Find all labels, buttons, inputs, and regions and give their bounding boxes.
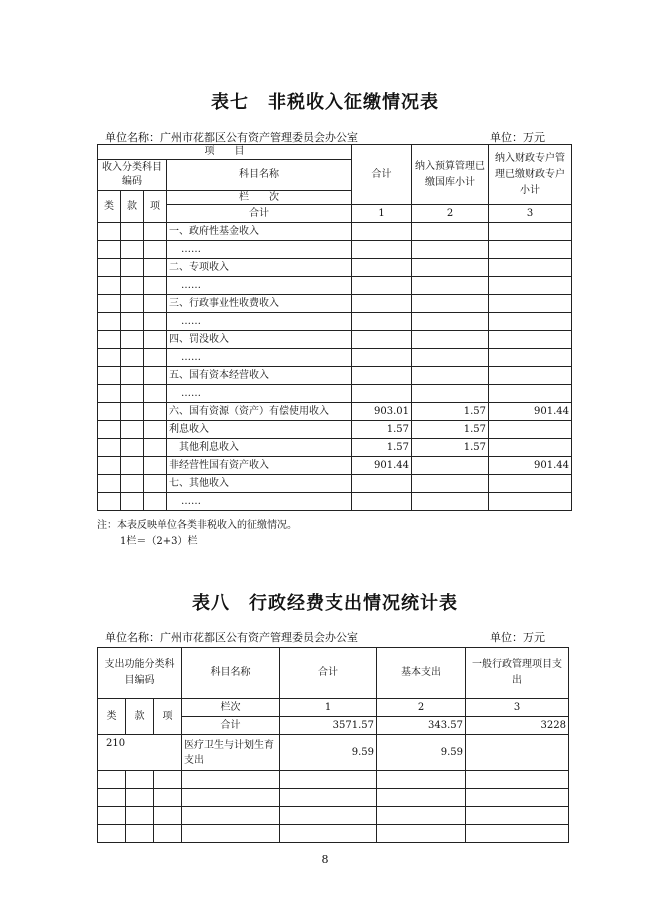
table7-row-v2 <box>412 493 489 511</box>
table7-row-name: …… <box>167 385 352 403</box>
table7-header-col3: 纳入财政专户管理已缴财政专户小计 <box>489 145 572 205</box>
table7-code-cell <box>121 493 144 511</box>
table7-row-name: 六、国有资源（资产）有偿使用收入 <box>167 403 352 421</box>
table7-code-cell <box>121 385 144 403</box>
table7-row-name: 非经营性国有资产收入 <box>167 457 352 475</box>
table8-unit: 单位：万元 <box>490 631 545 644</box>
table7-row-v1: 903.01 <box>352 403 412 421</box>
table7-row-name: 七、其他收入 <box>167 475 352 493</box>
table8-header-total: 合计 <box>280 648 377 699</box>
table7-row-name: 四、罚没收入 <box>167 331 352 349</box>
table7-row-v3 <box>489 331 572 349</box>
table7-n2: 2 <box>412 205 489 223</box>
table8-row-v1: 9.59 <box>280 735 377 771</box>
table7-row-v3 <box>489 313 572 331</box>
table7-row <box>98 457 572 475</box>
table7-row <box>98 403 572 421</box>
table8-empty-row <box>98 825 569 843</box>
table7-code-cell <box>98 277 121 295</box>
table7-note-formula: 1栏＝（2+3）栏 <box>120 536 198 547</box>
table7-code-cell <box>98 259 121 277</box>
table7-row-v1 <box>352 475 412 493</box>
table7-row-v3 <box>489 349 572 367</box>
table8-total-v2: 343.57 <box>377 717 466 735</box>
table7-row-v1 <box>352 295 412 313</box>
table7-code-cell <box>98 439 121 457</box>
table8 <box>97 647 569 843</box>
table7-row-v1: 1.57 <box>352 421 412 439</box>
table7-code-cell <box>121 475 144 493</box>
table7-row-name: …… <box>167 241 352 259</box>
table7-row <box>98 421 572 439</box>
table7-row <box>98 223 572 241</box>
table8-empty-row <box>98 789 569 807</box>
table7-code-cell <box>144 223 167 241</box>
table7-code-cell <box>144 349 167 367</box>
table7-row-v2 <box>412 385 489 403</box>
table7-row-v2: 1.57 <box>412 403 489 421</box>
table7-row-v1 <box>352 241 412 259</box>
table7-row-v3 <box>489 421 572 439</box>
table7-row-v1 <box>352 259 412 277</box>
table7-header-subject: 科目名称 <box>167 160 352 191</box>
table7-code-cell <box>121 313 144 331</box>
table7-total-label: 合计 <box>167 205 352 223</box>
table7-header-lanci: 栏 次 <box>167 191 352 205</box>
table8-row-name: 医疗卫生与计划生育支出 <box>182 735 280 771</box>
table7-code-cell <box>98 223 121 241</box>
table7 <box>97 144 572 511</box>
table8-header-lanci: 栏次 <box>182 699 280 717</box>
table7-code-cell <box>121 349 144 367</box>
table7-unit: 单位：万元 <box>490 131 545 144</box>
table7-row-v3 <box>489 295 572 313</box>
table7-row <box>98 331 572 349</box>
table7-row-v1: 1.57 <box>352 439 412 457</box>
table7-code-cell <box>121 457 144 475</box>
table7-row <box>98 385 572 403</box>
table8-n2: 2 <box>377 699 466 717</box>
table7-code-cell <box>121 223 144 241</box>
table8-header-class-code: 支出功能分类科目编码 <box>98 648 182 699</box>
table7-row-v2 <box>412 259 489 277</box>
table7-row-v3: 901.44 <box>489 457 572 475</box>
table7-code-cell <box>98 403 121 421</box>
table7-row-v1 <box>352 313 412 331</box>
table7-code-cell <box>121 331 144 349</box>
table7-code-cell <box>144 313 167 331</box>
table7-row-name: 利息收入 <box>167 421 352 439</box>
table7-code-cell <box>121 259 144 277</box>
table7-row-v3 <box>489 223 572 241</box>
table7-row <box>98 259 572 277</box>
table7-row-v3 <box>489 367 572 385</box>
table7-code-cell <box>144 331 167 349</box>
table7-title: 表七 非税收入征缴情况表 <box>211 92 439 113</box>
table7-code-cell <box>98 295 121 313</box>
table8-data-row <box>98 735 569 771</box>
table7-row-v2 <box>412 313 489 331</box>
table7-note: 注：本表反映单位各类非税收入的征缴情况。 <box>97 520 297 531</box>
table7-row-v3 <box>489 385 572 403</box>
table7-row-v1 <box>352 493 412 511</box>
table7-row-v3 <box>489 439 572 457</box>
table7-code-cell <box>144 403 167 421</box>
table7-row-v1 <box>352 331 412 349</box>
table7-header-col2: 纳入预算管理已缴国库小计 <box>412 145 489 205</box>
table7-row-name: 三、行政事业性收费收入 <box>167 295 352 313</box>
table7-row-name: 一、政府性基金收入 <box>167 223 352 241</box>
table7-row-v2 <box>412 349 489 367</box>
table7-code-cell <box>121 439 144 457</box>
table7-row-v1 <box>352 277 412 295</box>
table7-row-v2 <box>412 241 489 259</box>
table7-code-cell <box>98 421 121 439</box>
table7-row-name: …… <box>167 277 352 295</box>
table7-code-cell <box>98 493 121 511</box>
table7-row-name: …… <box>167 349 352 367</box>
table7-row-v2: 1.57 <box>412 439 489 457</box>
table7-row-name: …… <box>167 313 352 331</box>
table7-row <box>98 241 572 259</box>
table7-header-lei: 类 <box>98 191 121 223</box>
table7-code-cell <box>98 349 121 367</box>
table7-code-cell <box>144 385 167 403</box>
table7-unit-name: 单位名称：广州市花都区公有资产管理委员会办公室 <box>105 131 358 144</box>
table7-row-v3 <box>489 241 572 259</box>
table7-code-cell <box>144 367 167 385</box>
table7-header-kuan: 款 <box>121 191 144 223</box>
table7-code-cell <box>98 385 121 403</box>
table7-code-cell <box>98 331 121 349</box>
table7-row-v2 <box>412 277 489 295</box>
table7-row <box>98 367 572 385</box>
table7-n3: 3 <box>489 205 572 223</box>
table7-row-v1: 901.44 <box>352 457 412 475</box>
table7-row-v3 <box>489 259 572 277</box>
table7-row-name: 五、国有资本经营收入 <box>167 367 352 385</box>
table8-header-general: 一般行政管理项目支出 <box>466 648 569 699</box>
table7-row-v2 <box>412 295 489 313</box>
table7-row <box>98 349 572 367</box>
table7-row <box>98 313 572 331</box>
table7-header-item: 项 目 <box>98 145 352 160</box>
table7-row <box>98 475 572 493</box>
table8-row-code: 210 <box>98 735 182 771</box>
table7-code-cell <box>144 295 167 313</box>
table7-code-cell <box>98 475 121 493</box>
table7-code-cell <box>144 277 167 295</box>
table7-body <box>98 223 572 511</box>
table8-total-v3: 3228 <box>466 717 569 735</box>
table8-header-kuan: 款 <box>126 699 154 735</box>
table7-n1: 1 <box>352 205 412 223</box>
table8-n1: 1 <box>280 699 377 717</box>
table8-n3: 3 <box>466 699 569 717</box>
table7-row-v2 <box>412 475 489 493</box>
table7-row <box>98 493 572 511</box>
table8-title: 表八 行政经费支出情况统计表 <box>192 593 458 614</box>
table8-total-label: 合计 <box>182 717 280 735</box>
table8-header-xiang: 项 <box>154 699 182 735</box>
table8-header-lei: 类 <box>98 699 126 735</box>
table7-code-cell <box>121 295 144 313</box>
table7-code-cell <box>121 367 144 385</box>
table7-row-v1 <box>352 223 412 241</box>
table7-code-cell <box>121 241 144 259</box>
table7-code-cell <box>144 475 167 493</box>
table7-code-cell <box>121 421 144 439</box>
table7-row-v3 <box>489 475 572 493</box>
table7-row-v3 <box>489 277 572 295</box>
table7-row-name: …… <box>167 493 352 511</box>
table7-row-v3: 901.44 <box>489 403 572 421</box>
table7-code-cell <box>98 457 121 475</box>
table8-header-subject: 科目名称 <box>182 648 280 699</box>
table7-row-v1 <box>352 349 412 367</box>
table7-row-v2 <box>412 331 489 349</box>
table8-empty-row <box>98 771 569 789</box>
table7-row-name: 二、专项收入 <box>167 259 352 277</box>
table8-empty-row <box>98 807 569 825</box>
page-number: 8 <box>321 853 329 866</box>
table8-total-v1: 3571.57 <box>280 717 377 735</box>
table7-code-cell <box>98 367 121 385</box>
table7-row-v1 <box>352 385 412 403</box>
table7-row-v2: 1.57 <box>412 421 489 439</box>
table7-row <box>98 439 572 457</box>
table7-code-cell <box>98 313 121 331</box>
table8-row-v2: 9.59 <box>377 735 466 771</box>
table8-unit-name: 单位名称：广州市花都区公有资产管理委员会办公室 <box>105 631 358 644</box>
table7-row-v2 <box>412 367 489 385</box>
table7-code-cell <box>144 457 167 475</box>
table7-header-total: 合计 <box>352 145 412 205</box>
table7-row-v2 <box>412 457 489 475</box>
table7-code-cell <box>144 439 167 457</box>
table7-code-cell <box>144 493 167 511</box>
table7-header-xiang: 项 <box>144 191 167 223</box>
table7-code-cell <box>144 241 167 259</box>
table7-row <box>98 277 572 295</box>
table7-row-v2 <box>412 223 489 241</box>
table7-row-v1 <box>352 367 412 385</box>
table7-code-cell <box>121 277 144 295</box>
table8-header-basic: 基本支出 <box>377 648 466 699</box>
table8-row-v3 <box>466 735 569 771</box>
table7-row-v3 <box>489 493 572 511</box>
table7-header-class-code: 收入分类科目编码 <box>98 160 167 191</box>
table7-code-cell <box>144 421 167 439</box>
table7-row <box>98 295 572 313</box>
table7-row-name: 其他利息收入 <box>167 439 352 457</box>
table7-code-cell <box>98 241 121 259</box>
table7-code-cell <box>121 403 144 421</box>
table7-code-cell <box>144 259 167 277</box>
